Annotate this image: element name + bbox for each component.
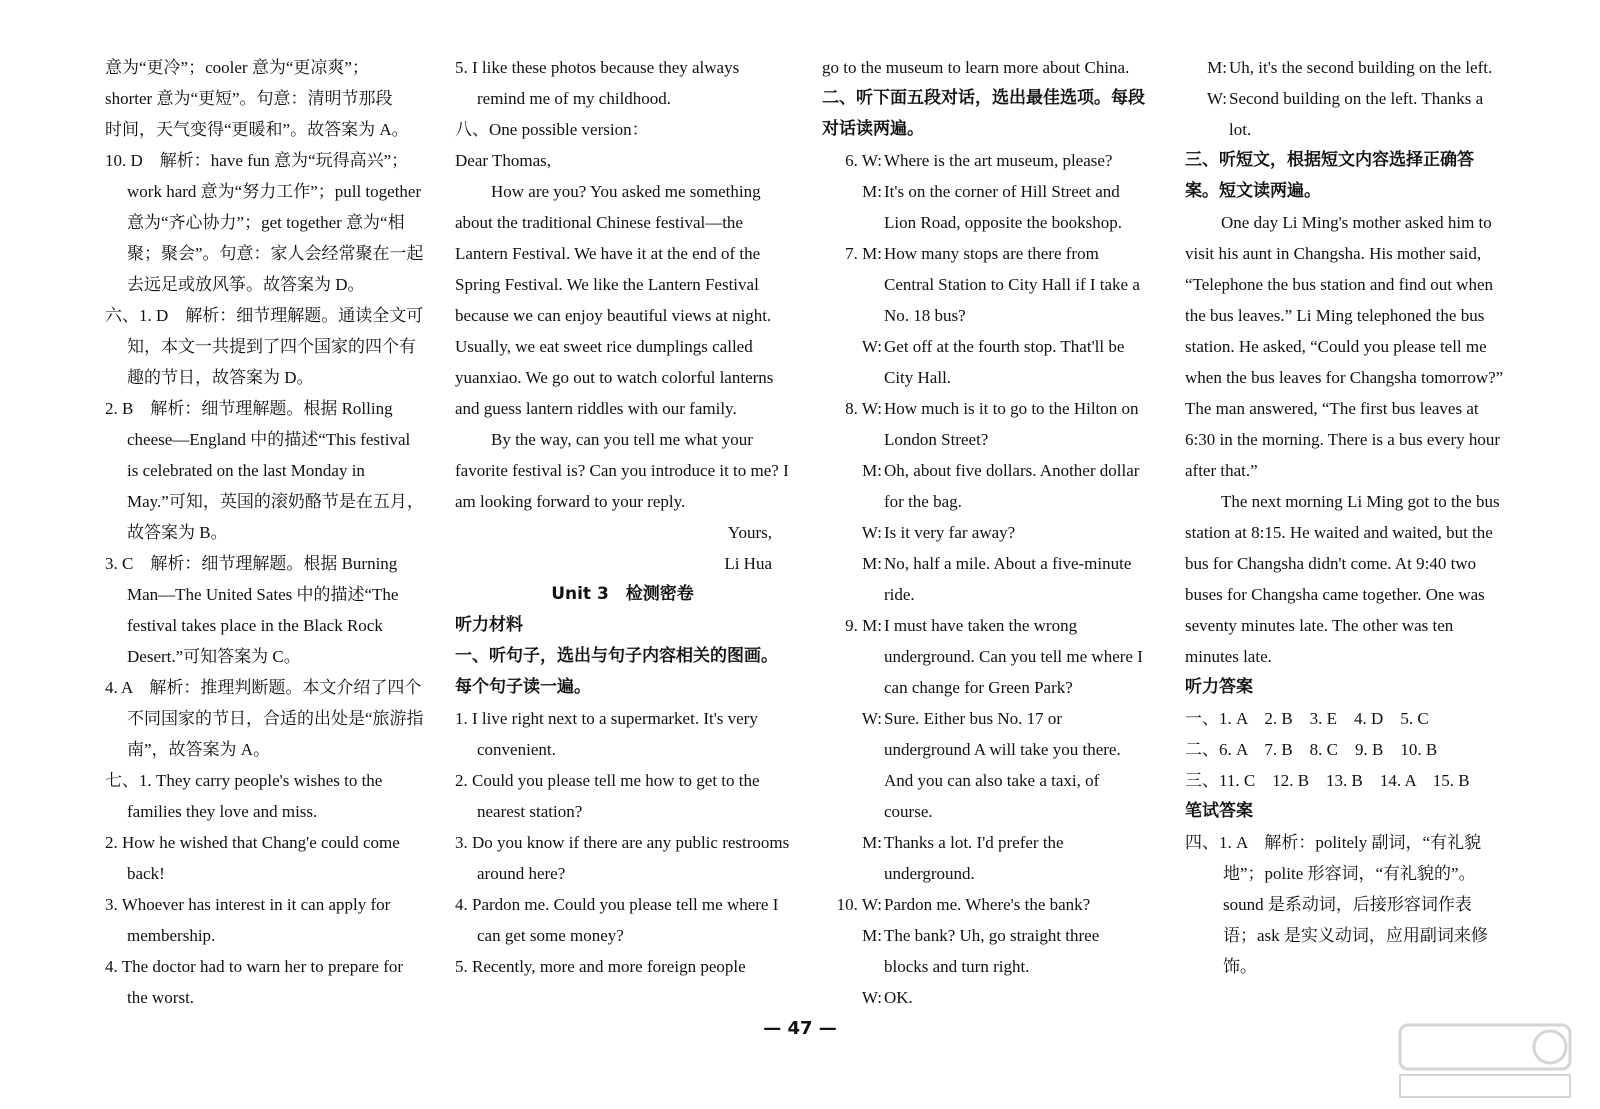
section-heading: 听力材料 [455,615,523,635]
dialogue-line [822,610,1147,703]
dialogue-line [1185,52,1505,83]
dialogue-text: It's on the corner of Hill Street and Lion Road, opposite the bookshop. [884,182,1122,232]
speaker-label: W: [861,337,882,356]
section-heading: 听力答案 [1185,677,1253,697]
dialogue-line [822,827,1147,889]
text-paragraph: 意为“更冷”；cooler 意为“更凉爽”； [105,58,369,77]
dialogue-line [822,176,1147,238]
speaker-label: M: [862,833,882,852]
speaker-label: M: [862,461,882,480]
dialogue-text: Is it very far away? [884,523,1016,542]
speaker-label: M: [862,554,882,573]
text-paragraph: 一、1. A 2. B 3. E 4. D 5. C [1185,709,1429,728]
page-number: — 47 — [763,1018,837,1039]
dialogue-line [822,920,1147,982]
speaker-label: M: [862,926,882,945]
dialogue-text: Oh, about five dollars. Another dollar for the bag. [884,461,1140,511]
dialogue-text: Where is the art museum, please? [884,151,1113,170]
text-paragraph: 4. Pardon me. Could you please tell me where I can get some money? [455,895,779,945]
text-paragraph: 10. D 解析：have fun 意为“玩得高兴”；work hard 意为“努力工作”；pull together 意为“齐心协力”；get together 意为“相聚；聚会”。句意：家人会经常聚在一起去远足或放风筝。故答案为 D。 [105,151,424,294]
dialogue-text: No, half a mile. About a five-minute ride. [884,554,1132,604]
text-paragraph: Yours, [727,523,772,542]
column-3 [822,52,1147,1013]
dialogue-line [822,982,1147,1013]
dialogue-text: Thanks a lot. I'd prefer the underground. [884,833,1064,883]
speaker-label: W: [861,988,882,1007]
text-paragraph: 3. C 解析：细节理解题。根据 Burning Man—The United Sates 中的描述“The festival takes place in the Black Rock Desert.”可知答案为 C。 [105,554,399,666]
column-1 [105,52,425,1013]
section-heading: 三、听短文，根据短文内容选择正确答案。短文读两遍。 [1185,150,1474,201]
speaker-label: M: [1207,58,1227,77]
text-paragraph: 2. B 解析：细节理解题。根据 Rolling cheese—England 中的描述“This festival is celebrated on the last Monday in May.”可知，英国的滚奶酪节是在五月，故答案为 B。 [105,399,424,542]
dialogue-text: Pardon me. Where's the bank? [884,895,1091,914]
dialogue-text: Second building on the left. Thanks a lot. [1229,89,1484,139]
text-paragraph: 六、1. D 解析：细节理解题。通读全文可知，本文一共提到了四个国家的四个有趣的节日，故答案为 D。 [105,306,424,387]
dialogue-text: Sure. Either bus No. 17 or underground A will take you there. And you can also take a taxi, of course. [884,709,1121,821]
text-paragraph: One day Li Ming's mother asked him to visit his aunt in Changsha. His mother said, “Telephone the bus station and find out when the bus leaves.” Li Ming telephoned the bus station. He asked, “Could you please tell me when the bus leaves for Changsha tomorrow?” The man answered, “The first bus leaves at 6:30 in the morning. There is a bus every hour after that.” [1185,213,1504,480]
dialogue-text: I must have taken the wrong underground. Can you tell me where I can change for Green Park? [884,616,1143,697]
text-paragraph: 5. I like these photos because they always remind me of my childhood. [455,58,740,108]
text-paragraph: go to the museum to learn more about China. [822,58,1130,77]
dialogue-line [1185,83,1505,145]
text-paragraph: 2. Could you please tell me how to get to the nearest station? [455,771,760,821]
speaker-label: 9. M: [845,616,882,635]
text-paragraph: Li Hua [724,554,772,573]
text-paragraph: 3. Do you know if there are any public restrooms around here? [455,833,790,883]
dialogue-line [822,331,1147,393]
text-paragraph: 4. A 解析：推理判断题。本文介绍了四个不同国家的节日，合适的出处是“旅游指南”，故答案为 A。 [105,678,424,759]
speaker-label: 8. W: [845,399,882,418]
dialogue-line [822,517,1147,548]
dialogue-text: How many stops are there from Central Station to City Hall if I take a No. 18 bus? [884,244,1140,325]
column-2 [455,52,790,982]
dialogue-line [822,238,1147,331]
text-paragraph: 八、One possible version： [455,120,649,139]
dialogue-line [822,703,1147,827]
text-paragraph: 七、1. They carry people's wishes to the families they love and miss. [105,771,383,821]
text-paragraph: Dear Thomas, [455,151,551,170]
text-paragraph: 四、1. A 解析：politely 副词，“有礼貌地”；polite 形容词，“有礼貌的”。sound 是系动词，后接形容词作表语；ask 是实义动词，应用副词来修饰。 [1185,833,1488,976]
section-heading: 一、听句子，选出与句子内容相关的图画。每个句子读一遍。 [455,646,778,697]
speaker-label: W: [1206,89,1227,108]
dialogue-line [822,393,1147,455]
speaker-label: 10. W: [836,895,882,914]
text-paragraph: 时间，天气变得“更暖和”。故答案为 A。 [105,120,409,139]
speaker-label: 6. W: [845,151,882,170]
dialogue-text: Get off at the fourth stop. That'll be City Hall. [884,337,1125,387]
text-paragraph: shorter 意为“更短”。句意：清明节那段 [105,89,393,108]
text-paragraph: 三、11. C 12. B 13. B 14. A 15. B [1185,771,1470,790]
text-paragraph: 3. Whoever has interest in it can apply for membership. [105,895,391,945]
dialogue-line [822,548,1147,610]
dialogue-line [822,145,1147,176]
dialogue-text: OK. [884,988,913,1007]
dialogue-line [822,455,1147,517]
text-paragraph: By the way, can you tell me what your favorite festival is? Can you introduce it to me? I am looking forward to your reply. [455,430,789,511]
dialogue-text: How much is it to go to the Hilton on London Street? [884,399,1139,449]
speaker-label: W: [861,709,882,728]
dialogue-line [822,889,1147,920]
speaker-label: W: [861,523,882,542]
section-heading: Unit 3 检测密卷 [551,584,694,604]
text-paragraph: How are you? You asked me something about the traditional Chinese festival—the Lantern Festival. We have it at the end of the Spring Festival. We like the Lantern Festival because we can enjoy beautiful views at night. Usually, we eat sweet rice dumplings called yuanxiao. We go out to watch colorful lanterns and guess lantern riddles with our family. [455,182,774,418]
text-paragraph: 1. I live right next to a supermarket. It's very convenient. [455,709,758,759]
watermark-logo [1360,1021,1580,1101]
text-paragraph: The next morning Li Ming got to the bus station at 8:15. He waited and waited, but the bus for Changsha didn't come. At 9:40 two buses for Changsha came together. One was seventy minutes late. The other was ten minutes late. [1185,492,1500,666]
text-paragraph: 5. Recently, more and more foreign people [455,957,746,976]
speaker-label: 7. M: [845,244,882,263]
section-heading: 笔试答案 [1185,801,1253,821]
text-paragraph: 4. The doctor had to warn her to prepare for the worst. [105,957,404,1007]
text-paragraph: 二、6. A 7. B 8. C 9. B 10. B [1185,740,1438,759]
dialogue-text: Uh, it's the second building on the left. [1229,58,1493,77]
dialogue-text: The bank? Uh, go straight three blocks and turn right. [884,926,1100,976]
speaker-label: M: [862,182,882,201]
column-4 [1185,52,1505,982]
text-paragraph: 2. How he wished that Chang'e could come back! [105,833,400,883]
section-heading: 二、听下面五段对话，选出最佳选项。每段对话读两遍。 [822,88,1145,139]
